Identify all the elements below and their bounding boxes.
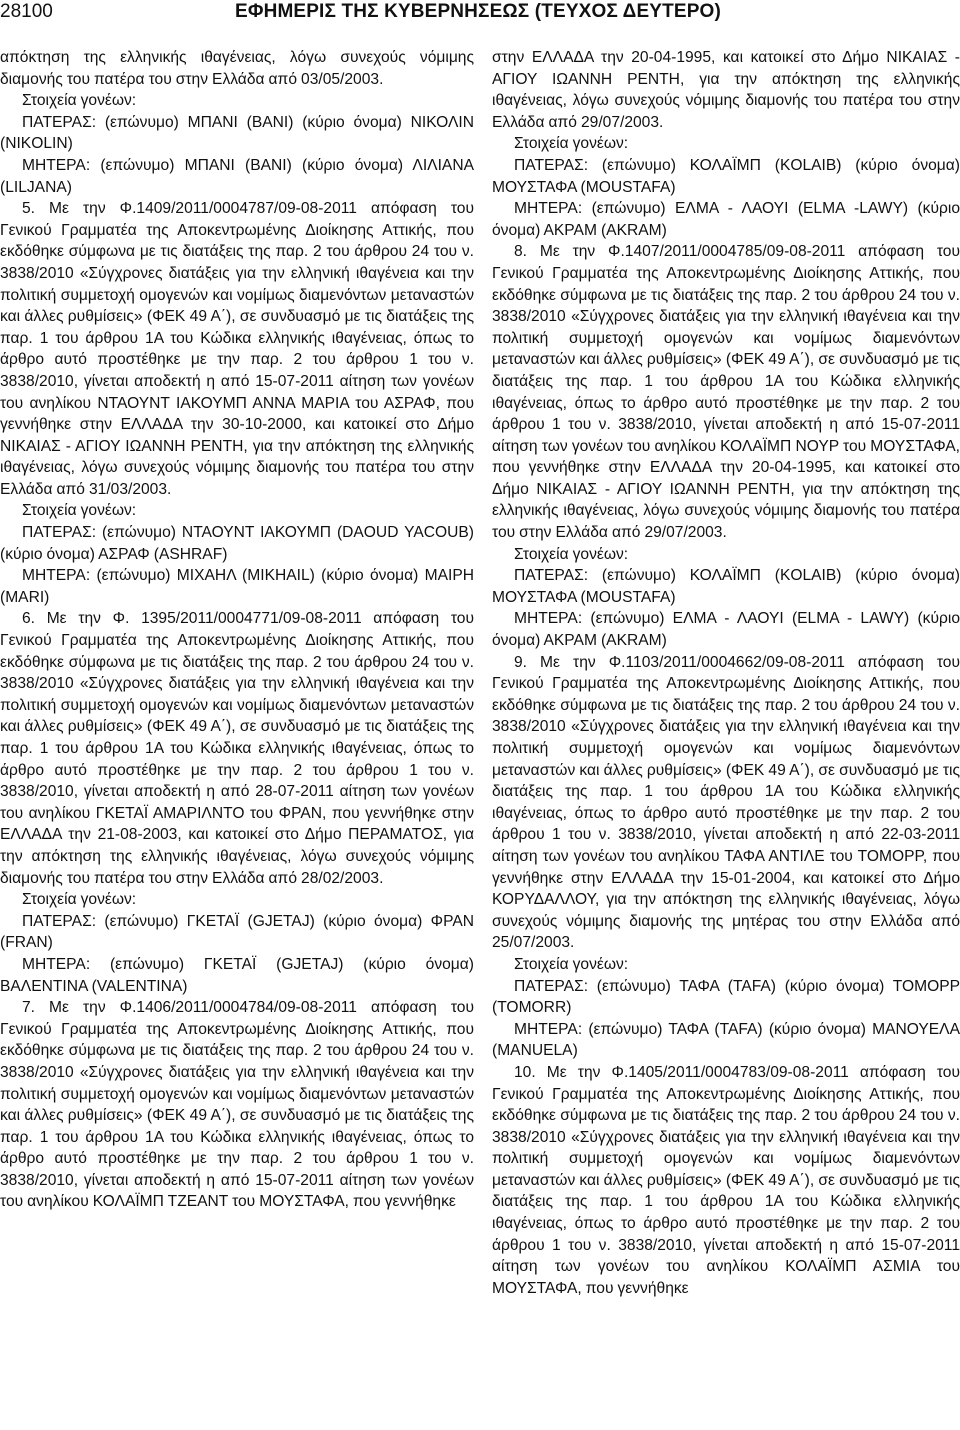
paragraph: Στοιχεία γονέων: (514, 955, 629, 973)
paragraph: Στοιχεία γονέων: (22, 891, 137, 909)
paragraph: Στοιχεία γονέων: (514, 135, 629, 153)
paragraph: Στοιχεία γονέων: (22, 92, 137, 110)
paragraph: 9. Με την Φ.1103/2011/0004662/09-08-2011 απόφαση του Γενικού Γραμματέα της Αποκεντρωμένης Διοίκησης Αττικής, που εκδόθηκε σύμφωνα με τις διατάξεις της παρ. 2 του άρθρου 24 του ν. 3838/2010 «Σύγχρονες διατάξεις για την ελληνική ιθαγένεια και την πολιτική συμμετοχή ομογενών και νομίμως διαμενόντων μεταναστών και άλλες ρυθμίσεις» (ΦΕΚ 49 Α΄), σε συνδυασμό με τις διατάξεις της παρ. 1 του άρθρου 1Α του Κώδικα ελληνικής ιθαγένειας, όπως το άρθρο αυτό προστέθηκε με την παρ. 2 του άρθρου 1 του ν. 3838/2010, γίνεται αποδεκτή η από 22-03-2011 αίτηση των γονέων του ανηλίκου ΤΑΦΑ ΑΝΤΙΛΕ του ΤΟΜΟΡΡ, που γεννήθηκε στην ΕΛΛΑΔΑ την 15-01-2004, και κατοικεί στο Δήμο ΚΟΡΥΔΑΛΛΟΥ, για την απόκτηση της ελληνικής ιθαγένειας, λόγω συνεχούς νόμιμης διαμονής της μητέρας του στην Ελλάδα από 25/07/2003. (492, 653, 960, 952)
page-number: 28100 (0, 1, 53, 22)
right-column (492, 47, 960, 1422)
paragraph: ΜΗΤΕΡΑ: (επώνυμο) ΤΑΦΑ (TAFA) (κύριο όνομα) ΜΑΝΟΥΕΛΑ (MANUELA) (492, 1020, 960, 1060)
paragraph: ΜΗΤΕΡΑ: (επώνυμο) ΓΚΕΤΑΪ (GJETAJ) (κύριο όνομα) ΒΑΛΕΝΤΙΝΑ (VALENTINA) (0, 955, 474, 995)
paragraph: Στοιχεία γονέων: (514, 545, 629, 563)
paragraph: 7. Με την Φ.1406/2011/0004784/09-08-2011 απόφαση του Γενικού Γραμματέα της Αποκεντρωμένης Διοίκησης Αττικής, που εκδόθηκε σύμφωνα με τις διατάξεις της παρ. 2 του άρθρου 24 του ν. 3838/2010 «Σύγχρονες διατάξεις για την ελληνική ιθαγένεια και την πολιτική συμμετοχή ομογενών και νομίμως διαμενόντων μεταναστών και άλλες ρυθμίσεις» (ΦΕΚ 49 Α΄), σε συνδυασμό με τις διατάξεις της παρ. 1 του άρθρου 1Α του Κώδικα ελληνικής ιθαγένειας, όπως το άρθρο αυτό προστέθηκε με την παρ. 2 του άρθρου 1 του ν. 3838/2010, γίνεται αποδεκτή η από 15-07-2011 αίτηση των γονέων του ανηλίκου ΚΟΛΑΪΜΠ ΤΖΕΑΝΤ του ΜΟΥΣΤΑΦΑ, που γεννήθηκε (0, 999, 474, 1211)
paragraph: 6. Με την Φ. 1395/2011/0004771/09-08-2011 απόφαση του Γενικού Γραμματέα της Αποκεντρωμένης Διοίκησης Αττικής, που εκδόθηκε σύμφωνα με τις διατάξεις της παρ. 2 του άρθρου 24 του ν. 3838/2010 «Σύγχρονες διατάξεις για την ελληνική ιθαγένεια και την πολιτική συμμετοχή ομογενών και νομίμως διαμενόντων μεταναστών και άλλες ρυθμίσεις» (ΦΕΚ 49 Α΄), σε συνδυασμό με τις διατάξεις της παρ. 1 του άρθρου 1Α του Κώδικα ελληνικής ιθαγένειας, όπως το άρθρο αυτό προστέθηκε με την παρ. 2 του άρθρου 1 του ν. 3838/2010, γίνεται αποδεκτή η από 28-07-2011 αίτηση των γονέων του ανηλίκου ΓΚΕΤΑΪ ΑΜΑΡΙΛΝΤΟ του ΦΡΑΝ, που γεννήθηκε στην ΕΛΛΑΔΑ την 21-08-2003, και κατοικεί στο Δήμο ΠΕΡΑΜΑΤΟΣ, για την απόκτηση της ελληνικής ιθαγένειας, λόγω συνεχούς νόμιμης διαμονής του πατέρα του στην Ελλάδα από 28/02/2003. (0, 610, 474, 887)
paragraph: ΜΗΤΕΡΑ: (επώνυμο) ΕΛΜΑ - ΛΑΟΥΙ (ELMA -LAWY) (κύριο όνομα) ΑΚΡΑΜ (AKRAM) (492, 200, 960, 239)
paragraph: ΠΑΤΕΡΑΣ: (επώνυμο) ΚΟΛΑΪΜΠ (KOLAIB) (κύριο όνομα) ΜΟΥΣΤΑΦΑ (MOUSTAFA) (492, 567, 960, 606)
paragraph: ΠΑΤΕΡΑΣ: (επώνυμο) ΜΠΑΝΙ (BANI) (κύριο όνομα) ΝΙΚΟΛΙΝ (NIKOLIN) (0, 113, 474, 153)
paragraph: Στοιχεία γονέων: (22, 502, 137, 520)
paragraph: στην ΕΛΛΑΔΑ την 20-04-1995, και κατοικεί στο Δήμο ΝΙΚΑΙΑΣ - ΑΓΙΟΥ ΙΩΑΝΝΗ ΡΕΝΤΗ, για την απόκτηση της ελληνικής ιθαγένειας, λόγω συνεχούς νόμιμης διαμονής του πατέρα του στην Ελλάδα από 29/07/2003. (492, 49, 960, 131)
paragraph: 10. Με την Φ.1405/2011/0004783/09-08-2011 απόφαση του Γενικού Γραμματέα της Αποκεντρωμένης Διοίκησης Αττικής, που εκδόθηκε σύμφωνα με τις διατάξεις της παρ. 2 του άρθρου 24 του ν. 3838/2010 «Σύγχρονες διατάξεις για την ελληνική ιθαγένεια και την πολιτική συμμετοχή ομογενών και νομίμως διαμενόντων μεταναστών και άλλες ρυθμίσεις» (ΦΕΚ 49 Α΄), σε συνδυασμό με τις διατάξεις της παρ. 1 του άρθρου 1Α του Κώδικα ελληνικής ιθαγένειας, όπως το άρθρο αυτό προστέθηκε με την παρ. 2 του άρθρου 1 του ν. 3838/2010, γίνεται αποδεκτή η από 15-07-2011 αίτηση των γονέων του ανηλίκου ΚΟΛΑΪΜΠ ΑΣΜΙΑ του ΜΟΥΣΤΑΦΑ, που γεννήθηκε (492, 1063, 960, 1297)
paragraph: ΜΗΤΕΡΑ: (επώνυμο) ΜΠΑΝΙ (BANI) (κύριο όνομα) ΛΙΛΙΑΝΑ (LILJANA) (0, 156, 474, 196)
paragraph: απόκτηση της ελληνικής ιθαγένειας, λόγω συνεχούς νόμιμης διαμονής του πατέρα του στην Ελλάδα από 03/05/2003. (0, 49, 474, 88)
paragraph: 5. Με την Φ.1409/2011/0004787/09-08-2011 απόφαση του Γενικού Γραμματέα της Αποκεντρωμένης Διοίκησης Αττικής, που εκδόθηκε σύμφωνα με τις διατάξεις της παρ. 2 του άρθρου 24 του ν. 3838/2010 «Σύγχρονες διατάξεις για την ελληνική ιθαγένεια και την πολιτική συμμετοχή ομογενών και νομίμως διαμενόντων μεταναστών και άλλες ρυθμίσεις» (ΦΕΚ 49 Α΄), σε συνδυασμό με τις διατάξεις της παρ. 1 του άρθρου 1Α του Κώδικα ελληνικής ιθαγένειας, όπως το άρθρο αυτό προστέθηκε με την παρ. 2 του άρθρου 1 του ν. 3838/2010, γίνεται αποδεκτή η από 15-07-2011 αίτηση των γονέων του ανηλίκου ΝΤΑΟΥΝΤ ΙΑΚΟΥΜΠ ΑΝΝΑ ΜΑΡΙΑ του ΑΣΡΑΦ, που γεννήθηκε στην ΕΛΛΑΔΑ την 30-10-2000, και κατοικεί στο Δήμο ΝΙΚΑΙΑΣ - ΑΓΙΟΥ ΙΩΑΝΝΗ ΡΕΝΤΗ, για την απόκτηση της ελληνικής ιθαγένειας, λόγω συνεχούς νόμιμης διαμονής του πατέρα του στην Ελλάδα από 31/03/2003. (0, 200, 474, 498)
page-header (0, 0, 960, 34)
paragraph: 8. Με την Φ.1407/2011/0004785/09-08-2011 απόφαση του Γενικού Γραμματέα της Αποκεντρωμένης Διοίκησης Αττικής, που εκδόθηκε σύμφωνα με τις διατάξεις της παρ. 2 του άρθρου 24 του ν. 3838/2010 «Σύγχρονες διατάξεις για την ελληνική ιθαγένεια και την πολιτική συμμετοχή ομογενών και νομίμως διαμενόντων μεταναστών και άλλες ρυθμίσεις» (ΦΕΚ 49 Α΄), σε συνδυασμό με τις διατάξεις της παρ. 1 του άρθρου 1Α του Κώδικα ελληνικής ιθαγένειας, όπως το άρθρο αυτό προστέθηκε με την παρ. 2 του άρθρου 1 του ν. 3838/2010, γίνεται αποδεκτή η από 15-07-2011 αίτηση των γονέων του ανηλίκου ΚΟΛΑΪΜΠ ΝΟΥΡ του ΜΟΥΣΤΑΦΑ, που γεννήθηκε στην ΕΛΛΑΔΑ την 20-04-1995, και κατοικεί στο Δήμο ΝΙΚΑΙΑΣ - ΑΓΙΟΥ ΙΩΑΝΝΗ ΡΕΝΤΗ, για την απόκτηση της ελληνικής ιθαγένειας, λόγω συνεχούς νόμιμης διαμονής του πατέρα του στην Ελλάδα από 29/07/2003. (492, 243, 960, 542)
paragraph: ΠΑΤΕΡΑΣ: (επώνυμο) ΚΟΛΑΪΜΠ (KOLAIB) (κύριο όνομα) ΜΟΥΣΤΑΦΑ (MOUSTAFA) (492, 156, 960, 196)
paragraph: ΜΗΤΕΡΑ: (επώνυμο) ΜΙΧΑΗΛ (MIKHAIL) (κύριο όνομα) ΜΑΙΡΗ (MARI) (0, 567, 474, 606)
left-column (0, 47, 474, 1422)
paragraph: ΠΑΤΕΡΑΣ: (επώνυμο) ΓΚΕΤΑΪ (GJETAJ) (κύριο όνομα) ΦΡΑΝ (FRAN) (0, 912, 474, 952)
paragraph: ΠΑΤΕΡΑΣ: (επώνυμο) ΤΑΦΑ (TAFA) (κύριο όνομα) ΤΟΜΟΡΡ (TOMORR) (492, 977, 960, 1017)
paragraph: ΜΗΤΕΡΑ: (επώνυμο) ΕΛΜΑ - ΛΑΟΥΙ (ELMA - LAWY) (κύριο όνομα) ΑΚΡΑΜ (AKRAM) (492, 610, 960, 650)
gazette-title: ΕΦΗΜΕΡΙΣ ΤΗΣ ΚΥΒΕΡΝΗΣΕΩΣ (ΤΕΥΧΟΣ ΔΕΥΤΕΡΟ) (235, 1, 721, 22)
paragraph: ΠΑΤΕΡΑΣ: (επώνυμο) ΝΤΑΟΥΝΤ ΙΑΚΟΥΜΠ (DAOUD YACOUB) (κύριο όνομα) ΑΣΡΑΦ (ASHRAF) (0, 524, 474, 563)
